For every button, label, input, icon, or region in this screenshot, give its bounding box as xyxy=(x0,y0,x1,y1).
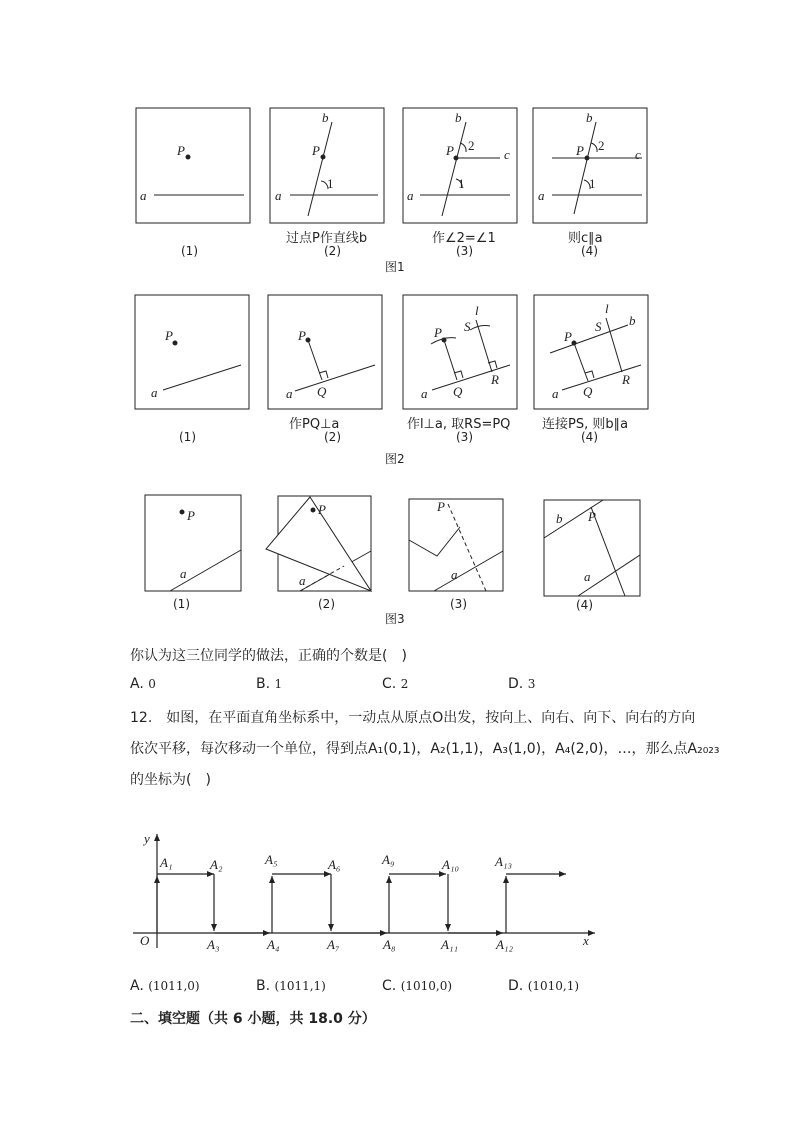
fig3-title: 图3 xyxy=(385,612,405,626)
point-a9: A₉ xyxy=(382,852,395,867)
fig2-p4-pq xyxy=(574,343,588,381)
fig3-p3-folded-flap xyxy=(409,527,460,556)
fig1-panel4-frame xyxy=(533,108,647,223)
fig1-p4-label-c: c xyxy=(635,147,641,162)
fig1-p3-line-b xyxy=(442,122,466,216)
fig2-p1-line-a xyxy=(163,365,241,390)
fig2-p4-label-b: b xyxy=(629,313,636,328)
fig1-p3-point-p xyxy=(454,156,458,160)
fig3-p2-label-p: P xyxy=(318,502,326,517)
q12-option-b[interactable]: B. (1011,1) xyxy=(256,978,326,994)
q11-option-c[interactable]: C. 2 xyxy=(382,676,409,692)
point-a1: A₁ xyxy=(160,855,173,870)
fig3-panel1-number: (1) xyxy=(173,597,190,611)
fig1-panel1-frame xyxy=(136,108,250,223)
fig2-p2-point-p xyxy=(306,338,310,342)
fig2-panel3-number: (3) xyxy=(456,430,473,444)
fig1-panel3-caption: 作∠2=∠1 xyxy=(432,231,496,246)
q12-option-d[interactable]: D. (1010,1) xyxy=(508,978,580,994)
fig1-p2-label-b: b xyxy=(322,110,329,125)
fig1-p1-label-p: P xyxy=(177,143,185,158)
fig2-p3-point-p xyxy=(442,338,446,342)
point-a4: A₄ xyxy=(267,937,280,952)
fig2-p4-line-l xyxy=(606,318,622,372)
fig1-p1-point-p xyxy=(186,155,190,159)
fig2-p3-label-p: P xyxy=(434,325,442,340)
fig3-p3-label-p: P xyxy=(437,499,445,514)
fig2-p3-label-r: R xyxy=(491,372,499,387)
fig1-p3-label-p: P xyxy=(446,143,454,158)
fig1-p4-point-p xyxy=(585,156,589,160)
fig2-panel2-caption: 作PQ⊥a xyxy=(289,417,340,432)
point-a3: A₃ xyxy=(207,937,220,952)
coordinate-graph xyxy=(133,834,595,948)
fig3-panel3-number: (3) xyxy=(450,597,467,611)
y-axis-label: y xyxy=(144,831,150,846)
fig1-p4-label-2: 2 xyxy=(598,138,605,153)
fig2-panel3-caption: 作l⊥a, 取RS=PQ xyxy=(407,417,511,432)
fig2-p4-label-p: P xyxy=(564,329,572,344)
fig3-p1-label-a: a xyxy=(180,566,187,581)
fig2-panel2-number: (2) xyxy=(324,430,341,444)
fig1-p4-line-b xyxy=(574,122,596,214)
fig3-p3-label-a: a xyxy=(451,567,458,582)
fig3-panel2-number: (2) xyxy=(318,597,335,611)
fig1-p4-label-a: a xyxy=(538,188,545,203)
fig3-p1-label-p: P xyxy=(187,508,195,523)
fig1-p2-label-a: a xyxy=(275,188,282,203)
fig1-p3-label-a: a xyxy=(407,188,414,203)
q11-option-b[interactable]: B. 1 xyxy=(256,676,283,692)
fig1-p2-label-1: 1 xyxy=(327,176,334,191)
point-a11: A₁₁ xyxy=(441,937,458,952)
fig2-p3-label-s: S xyxy=(464,319,471,334)
fig2-p3-line-l xyxy=(476,320,492,372)
figure2 xyxy=(135,295,648,409)
fig2-panel4-caption: 连接PS, 则b∥a xyxy=(542,417,629,432)
origin-label: O xyxy=(140,933,150,948)
fig1-p3-label-b: b xyxy=(455,110,462,125)
q12-line3: 的坐标为( ) xyxy=(130,772,211,788)
fig1-p1-label-a: a xyxy=(140,188,147,203)
fig3-p2-label-a: a xyxy=(299,573,306,588)
fig3-p4-crease xyxy=(591,507,625,596)
point-a13: A₁₃ xyxy=(495,854,512,869)
fig2-p1-point-p xyxy=(173,341,177,345)
fig2-p2-label-q: Q xyxy=(317,384,327,399)
fig2-p1-label-a: a xyxy=(151,385,158,400)
fig2-p2-label-p: P xyxy=(298,328,306,343)
coordinate-graph-labels xyxy=(140,831,589,952)
fig1-title: 图1 xyxy=(385,260,405,274)
figure1-labels xyxy=(140,110,641,203)
fig2-panel4-number: (4) xyxy=(581,430,598,444)
fig1-p4-label-1: 1 xyxy=(589,176,596,191)
fig3-p1-point-p xyxy=(180,510,184,514)
fig1-p4-angle2 xyxy=(591,143,597,152)
fig2-p4-label-r: R xyxy=(622,372,630,387)
q12-line1: 12. 如图，在平面直角坐标系中，一动点从原点O出发，按向上、向右、向下、向右的方向 xyxy=(130,710,696,726)
fig2-p4-label-a: a xyxy=(552,386,559,401)
fig2-p3-pq xyxy=(444,340,457,380)
q11-option-a[interactable]: A. 0 xyxy=(130,676,156,692)
fig2-p2-pq xyxy=(308,340,322,380)
q12-option-c[interactable]: C. (1010,0) xyxy=(382,978,453,994)
fig1-p3-label-1: 1 xyxy=(458,176,465,191)
fig1-p4-label-p: P xyxy=(576,143,584,158)
figure3-labels xyxy=(180,499,596,588)
fig1-panel3-frame xyxy=(403,108,517,223)
fig3-p4-label-p: P xyxy=(588,509,596,524)
q12-line2: 依次平移，每次移动一个单位，得到点A₁(0,1)，A₂(1,1)，A₃(1,0)，A₄(2,0)，…，那么点A₂₀₂₃ xyxy=(130,741,720,757)
fig2-p4-label-l: l xyxy=(605,301,609,316)
figure3 xyxy=(145,495,640,596)
fig3-p2-point-p xyxy=(311,508,315,512)
fig2-p3-label-l: l xyxy=(475,303,479,318)
fig2-p4-line-b xyxy=(550,325,628,353)
point-a8: A₈ xyxy=(383,937,396,952)
fig1-panel3-number: (3) xyxy=(456,244,473,258)
section2-heading: 二、填空题（共 6 小题，共 18.0 分） xyxy=(130,1011,376,1027)
x-axis-label: x xyxy=(583,933,589,948)
fig2-p1-label-p: P xyxy=(165,328,173,343)
q12-option-a[interactable]: A. (1011,0) xyxy=(130,978,200,994)
fig3-p4-label-a: a xyxy=(584,569,591,584)
fig2-p3-arc-s xyxy=(470,326,490,331)
fig2-panel1-number: (1) xyxy=(179,430,196,444)
fig1-panel2-frame xyxy=(270,108,384,223)
fig2-p4-label-s: S xyxy=(595,319,602,334)
fig1-p2-label-p: P xyxy=(312,143,320,158)
fig1-panel1-number: (1) xyxy=(181,244,198,258)
fig1-panel4-number: (4) xyxy=(581,244,598,258)
fig2-p2-line-a xyxy=(295,365,375,391)
figure1 xyxy=(136,108,647,223)
fig1-p3-label-2: 2 xyxy=(468,138,475,153)
point-a6: A₆ xyxy=(328,857,341,872)
fig2-p4-point-p xyxy=(572,341,576,345)
point-a5: A₅ xyxy=(265,852,278,867)
fig2-p3-label-q: Q xyxy=(453,384,463,399)
point-a10: A₁₀ xyxy=(442,857,459,872)
fig1-p4-label-b: b xyxy=(586,110,593,125)
fig1-p3-label-c: c xyxy=(504,147,510,162)
q11-option-d[interactable]: D. 3 xyxy=(508,676,536,692)
fig1-panel2-caption: 过点P作直线b xyxy=(286,231,368,246)
fig3-p3-line-a xyxy=(434,551,503,591)
fig1-p2-point-p xyxy=(321,155,325,159)
point-a12: A₁₂ xyxy=(496,937,513,952)
fig2-p2-label-a: a xyxy=(286,386,293,401)
point-a7: A₇ xyxy=(327,937,340,952)
fig3-p4-label-b: b xyxy=(556,511,563,526)
fig2-p3-label-a: a xyxy=(421,386,428,401)
fig1-panel2-number: (2) xyxy=(324,244,341,258)
fig1-p3-angle2 xyxy=(460,143,466,152)
fig1-p2-line-b xyxy=(308,122,332,216)
fig2-p4-label-q: Q xyxy=(583,384,593,399)
fig3-panel4-number: (4) xyxy=(576,598,593,612)
figure2-labels xyxy=(151,301,636,401)
fig1-panel4-caption: 则c∥a xyxy=(568,231,603,246)
point-a2: A₂ xyxy=(210,857,223,872)
q11-prompt: 你认为这三位同学的做法，正确的个数是( ) xyxy=(130,648,407,664)
fig2-title: 图2 xyxy=(385,452,405,466)
